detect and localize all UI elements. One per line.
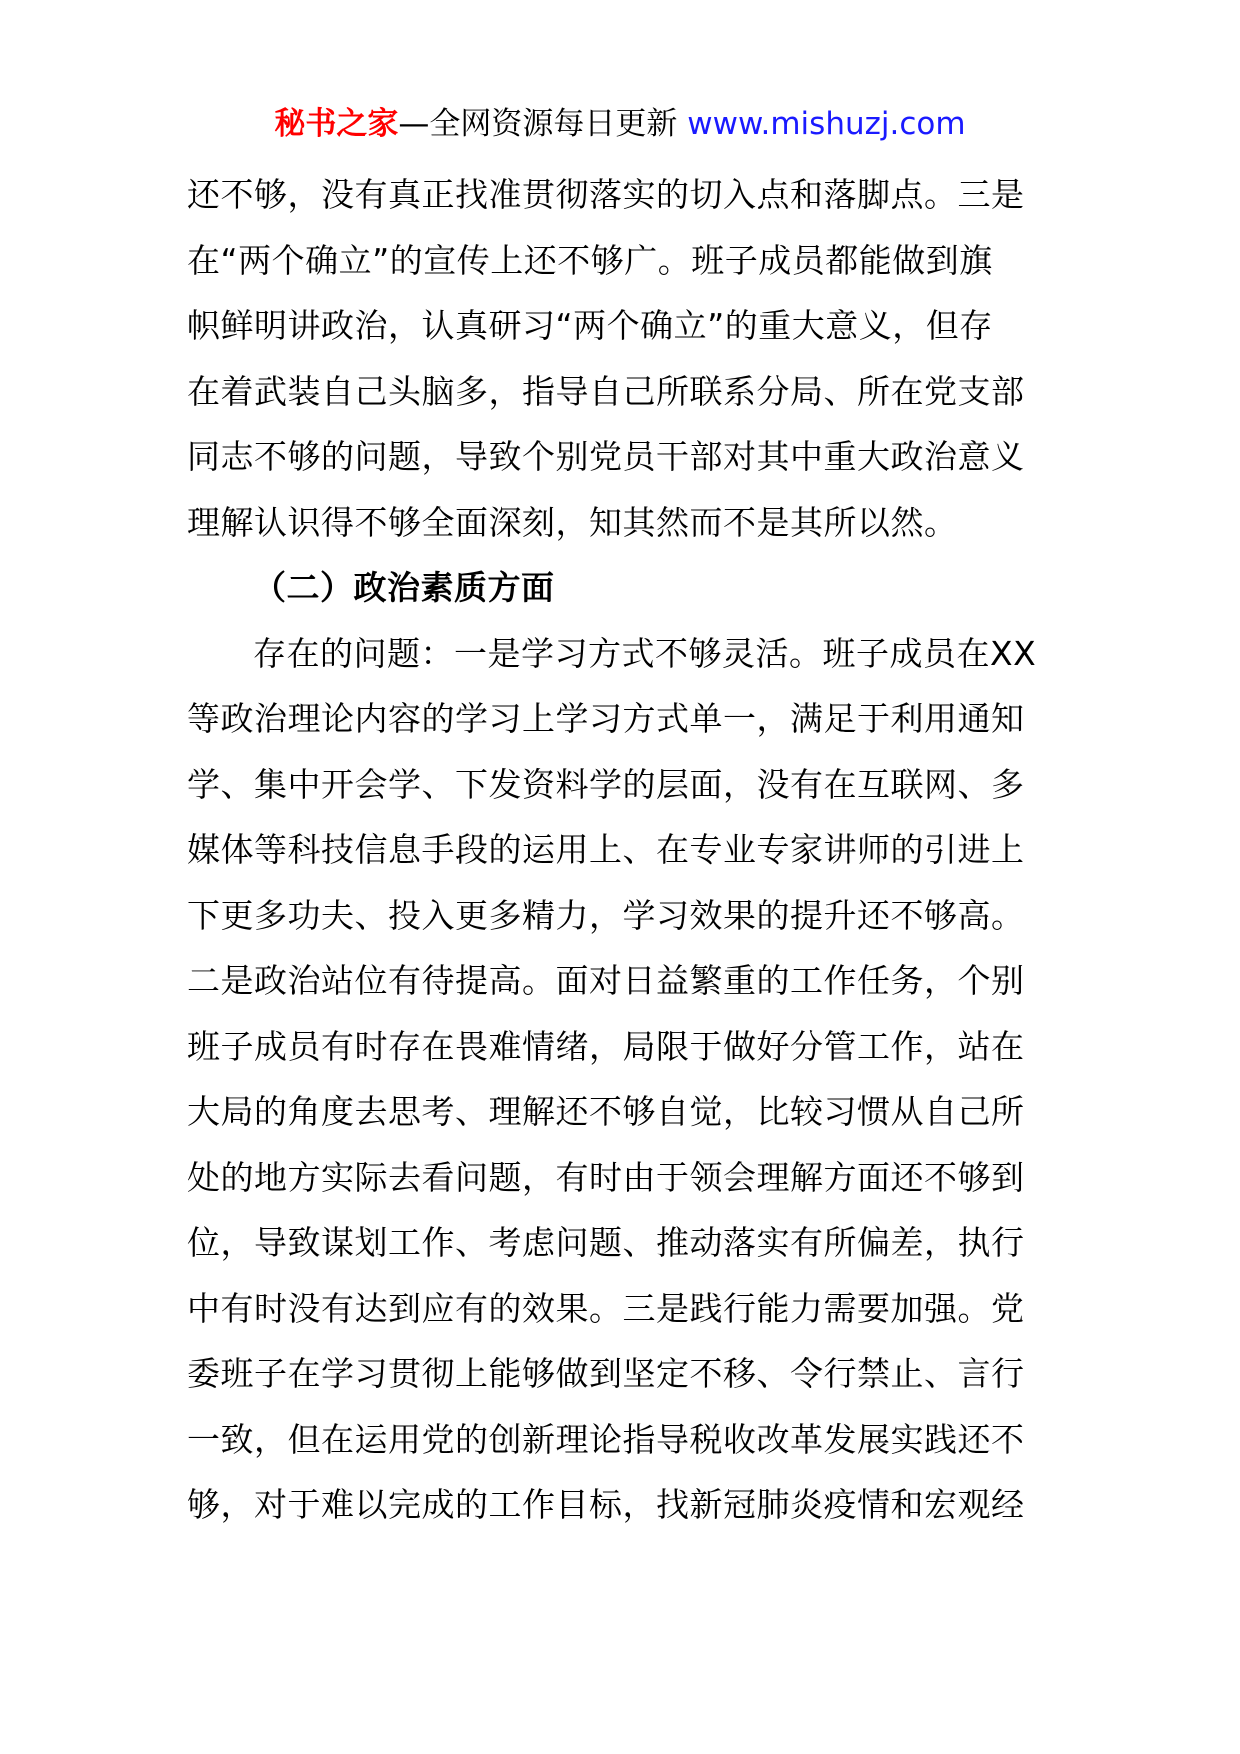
header-slogan: 全网资源每日更新 <box>429 106 678 142</box>
paragraph-line: 处的地方实际去看问题，有时由于领会理解方面还不够到 <box>187 1157 1025 1197</box>
paragraph-line: 同志不够的问题，导致个别党员干部对其中重大政治意义 <box>187 437 1025 476</box>
paragraph-line: 一致，但在运用党的创新理论指导税收改革发展实践还不 <box>187 1419 1025 1459</box>
paragraph-line: 还不够，没有真正找准贯彻落实的切入点和落脚点。三是 <box>187 175 1025 214</box>
section-heading: （二）政治素质方面 <box>253 568 555 607</box>
site-url-link[interactable]: www.mishuzj.com <box>687 106 966 142</box>
paragraph-line: 委班子在学习贯彻上能够做到坚定不移、令行禁止、言行 <box>187 1354 1025 1393</box>
header-dash: — <box>398 106 430 142</box>
paragraph-line: 帜鲜明讲政治，认真研习“两个确立”的重大意义，但存 <box>187 306 993 345</box>
paragraph-line: 中有时没有达到应有的效果。三是践行能力需要加强。党 <box>187 1288 1025 1328</box>
paragraph-line: 理解认识得不够全面深刻，知其然而不是其所以然。 <box>187 502 958 542</box>
site-header <box>0 100 1240 148</box>
paragraph-line: 下更多功夫、投入更多精力，学习效果的提升还不够高。 <box>187 895 1025 935</box>
paragraph-line: 班子成员有时存在畏难情绪，局限于做好分管工作，站在 <box>187 1026 1025 1066</box>
paragraph-line: 二是政治站位有待提高。面对日益繁重的工作任务，个别 <box>187 961 1025 1000</box>
paragraph-line: 媒体等科技信息手段的运用上、在专业专家讲师的引进上 <box>187 830 1025 869</box>
paragraph-line: 够，对于难以完成的工作目标，找新冠肺炎疫情和宏观经 <box>187 1485 1025 1524</box>
paragraph-line: 大局的角度去思考、理解还不够自觉，比较习惯从自己所 <box>187 1092 1025 1131</box>
brand-name: 秘书之家 <box>274 106 399 142</box>
paragraph-line: 学、集中开会学、下发资料学的层面，没有在互联网、多 <box>187 764 1025 804</box>
paragraph-line: 存在的问题：一是学习方式不够灵活。班子成员在XX <box>253 633 1037 673</box>
document-body <box>187 162 1055 1538</box>
paragraph-line: 在“两个确立”的宣传上还不够广。班子成员都能做到旗 <box>187 240 993 280</box>
paragraph-line: 位，导致谋划工作、考虑问题、推动落实有所偏差，执行 <box>187 1223 1025 1262</box>
paragraph-line: 在着武装自己头脑多，指导自己所联系分局、所在党支部 <box>187 371 1025 411</box>
paragraph-line: 等政治理论内容的学习上学习方式单一，满足于利用通知 <box>187 699 1025 738</box>
